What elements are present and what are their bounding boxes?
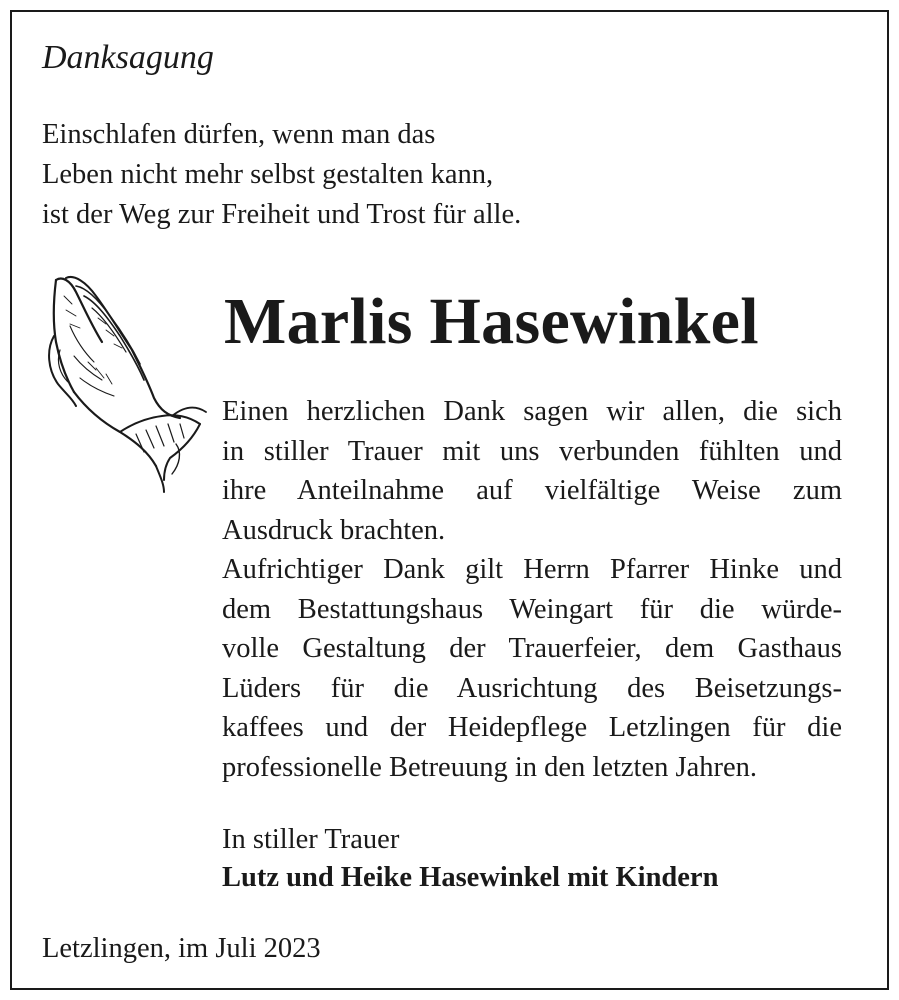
message-line: Ausdruck brachten. [222, 514, 446, 546]
deceased-name: Marlis Hasewinkel [224, 285, 759, 358]
signers: Lutz und Heike Hasewinkel mit Kindern [222, 862, 719, 893]
thank-you-message [222, 392, 842, 787]
obituary-notice [10, 10, 889, 990]
poem-line: ist der Weg zur Freiheit und Trost für alle. [42, 199, 522, 230]
message-line: ihre Anteilnahme auf vielfältige Weise zum [222, 475, 842, 506]
message-line: Lüders für die Ausrichtung des Beisetzungs- [222, 672, 842, 704]
poem [42, 115, 742, 235]
closing [222, 821, 718, 897]
closing-intro: In stiller Trauer [222, 824, 400, 855]
praying-hands-icon [36, 266, 211, 496]
message-line: dem Bestattungshaus Weingart für die würde- [222, 593, 842, 625]
message-line: professionelle Betreuung in den letzten Jahren. [222, 751, 757, 783]
message-line: kaffees und der Heidepflege Letzlingen für die [222, 712, 842, 743]
message-line: Einen herzlichen Dank sagen wir allen, die sich [222, 396, 842, 427]
poem-line: Leben nicht mehr selbst gestalten kann, [42, 159, 494, 190]
message-line: in stiller Trauer mit uns verbunden fühlten und [222, 435, 842, 467]
message-line: Aufrichtiger Dank gilt Herrn Pfarrer Hinke und [222, 554, 842, 585]
message-line: volle Gestaltung der Trauerfeier, dem Gasthaus [222, 633, 842, 664]
heading-danksagung: Danksagung [42, 39, 214, 76]
place-date: Letzlingen, im Juli 2023 [42, 933, 321, 964]
poem-line: Einschlafen dürfen, wenn man das [42, 119, 436, 150]
